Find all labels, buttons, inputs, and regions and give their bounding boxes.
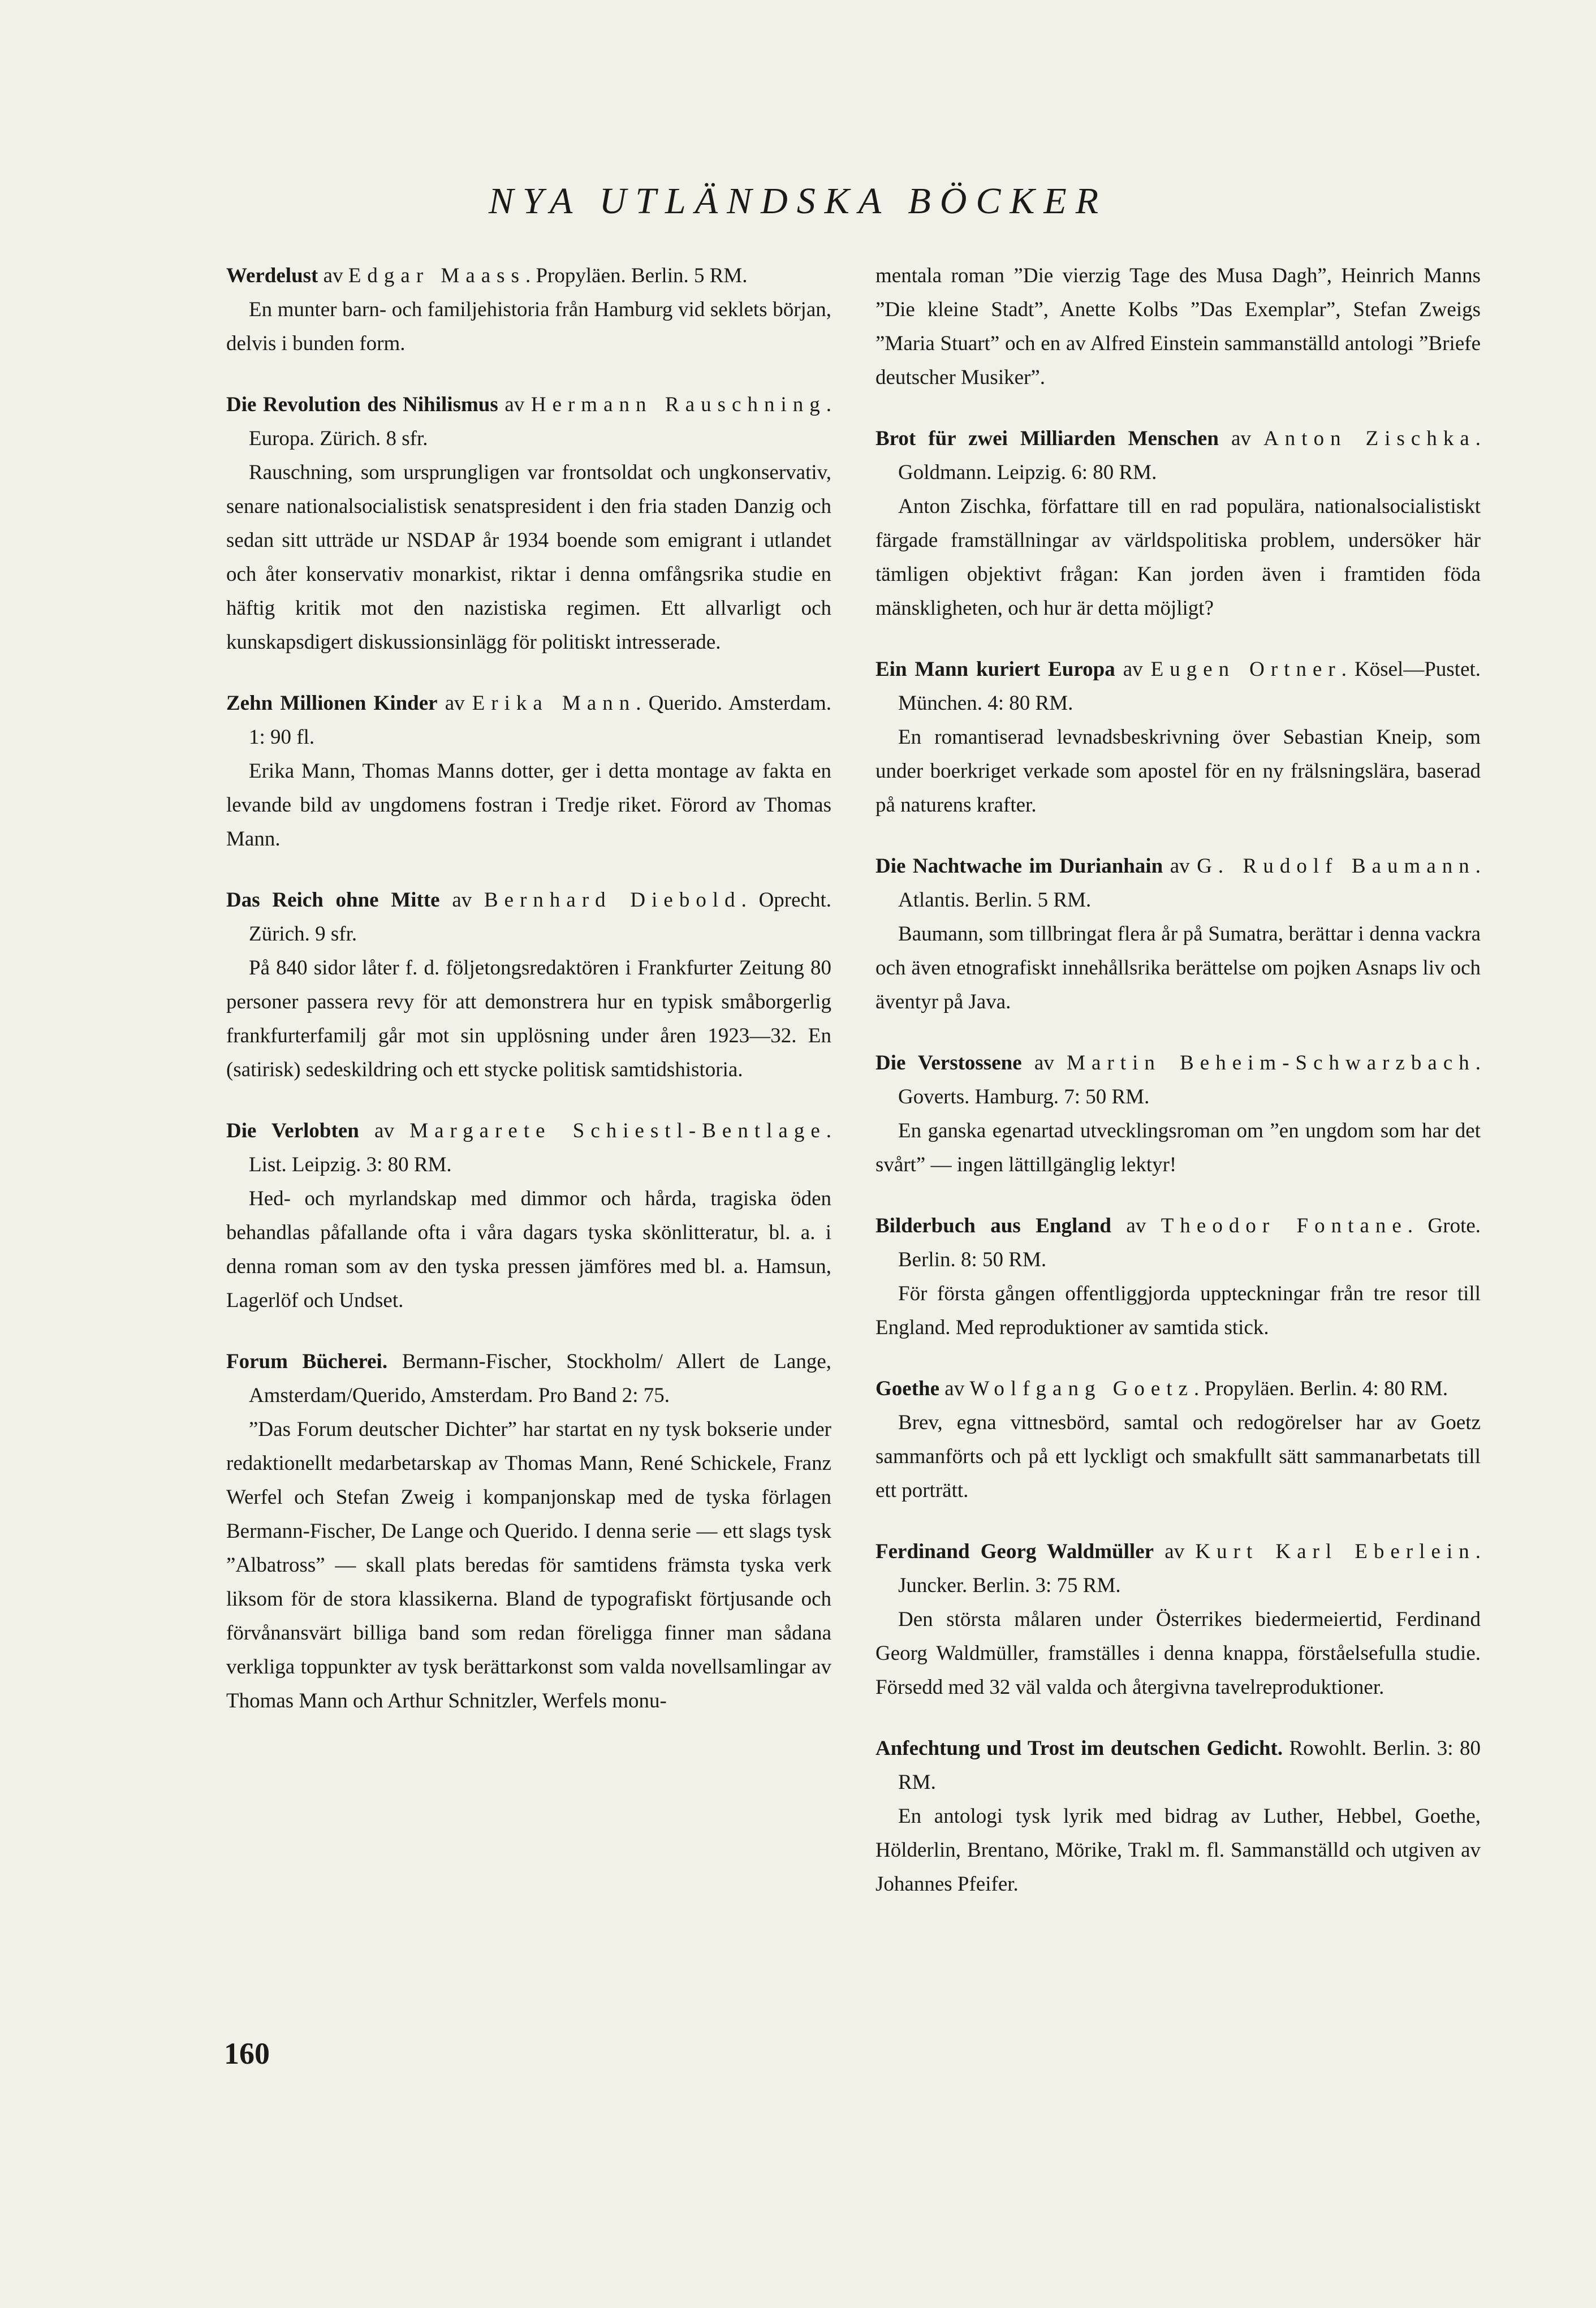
book-author: Edgar Maass [348,264,525,287]
continued-description: mentala roman ”Die vierzig Tage des Musa Dagh”, Heinrich Manns ”Die kleine Stadt”, Anette Kolbs ”Das Exemplar”, Stefan Zweigs ”Maria Stuart” och en av Alfred Einstein sammanställd antologi ”Briefe deutscher Musiker”. [875,264,1481,389]
by-word: av [504,393,525,416]
book-description: Anton Zischka, författare till en rad populära, nationalsocialistiskt färgade framställningar av världspolitiska problem, undersöker här tämligen objektivt frågan: Kan jorden även i framtiden föda mänskligheten, och hur är detta möjligt? [875,495,1481,620]
book-author: Margarete Schiestl-Bentlage [409,1119,826,1142]
book-description: En ganska egenartad utvecklingsroman om ”en ungdom som har det svårt” — ingen lättillgänglig lektyr! [875,1119,1481,1176]
book-author: Eugen Ortner [1150,658,1341,681]
book-title: Ein Mann kuriert Europa [875,658,1115,681]
book-entry [875,1046,1481,1182]
book-author: G. Rudolf Baumann [1197,855,1476,878]
book-author: Kurt Karl Eberlein [1195,1540,1476,1563]
entry-heading [875,1372,1481,1406]
book-description: Baumann, som tillbringat flera år på Sumatra, berättar i denna vackra och även etnografiskt innehållsrika berättelse om pojken Asnaps liv och äventyr på Java. [875,922,1481,1013]
book-title: Bilderbuch aus England [875,1214,1111,1237]
book-title: Forum Bücherei. [226,1350,388,1373]
book-description: Hed- och myrlandskap med dimmor och hårda, tragiska öden behandlas påfallande ofta i våra dagars tyska skönlitteratur, bl. a. i denna roman som av den tyska pressen jämföres med bl. a. Hamsun, Lagerlöf och Undset. [226,1187,831,1312]
book-entry [226,883,831,1087]
book-entry [226,388,831,659]
book-title: Die Verstossene [875,1051,1022,1075]
entry-heading [226,883,831,951]
book-description: En romantiserad levnadsbeskrivning över Sebastian Kneip, som under boerkriget verkade som apostel för en ny frälsningslära, baserad på naturens krafter. [875,726,1481,817]
book-entry [226,1114,831,1318]
book-author: Martin Beheim-Schwarzbach [1067,1051,1476,1075]
book-entry [875,1732,1481,1901]
book-author: Theodor Fontane [1161,1214,1408,1237]
book-title: Die Revolution des Nihilismus [226,393,498,416]
book-description: En munter barn- och familjehistoria från Hamburg vid seklets början, delvis i bunden form. [226,298,831,355]
book-entry [875,1372,1481,1508]
entry-heading [875,422,1481,490]
book-publisher: . Atlantis. Berlin. 5 RM. [898,855,1481,912]
book-author: Anton Zischka [1263,427,1476,450]
book-description: Brev, egna vittnesbörd, samtal och redogörelser har av Goetz sammanförts och på ett lyckligt och smakfullt sätt sammanarbetats till ett porträtt. [875,1411,1481,1502]
book-publisher: . Propyläen. Berlin. 5 RM. [525,264,748,287]
entry-heading [875,1046,1481,1114]
book-description: Rauschning, som ursprungligen var frontsoldat och ungkonservativ, senare nationalsocialistisk senatspresident i den fria staden Danzig och sedan sitt utträde ur NSDAP år 1934 boende som emigrant i utlandet och åter konservativ monarkist, riktar i denna omfångsrika studie en häftig kritik mot den nazistiska regimen. Ett allvarligt och kunskapsdigert diskussionsinlägg för politiskt intresserade. [226,461,831,654]
entry-heading [226,1345,831,1413]
by-word: av [323,264,343,287]
entry-heading [875,1732,1481,1800]
book-entry [226,1345,831,1718]
right-column [875,259,1481,1929]
entry-heading [226,259,831,293]
book-entry [875,849,1481,1019]
book-title: Brot für zwei Milliarden Menschen [875,427,1219,450]
by-word: av [374,1119,394,1142]
book-description: För första gången offentliggjorda uppteckningar från tre resor till England. Med reproduktioner av samtida stick. [875,1282,1481,1339]
left-column [226,259,831,1745]
book-description: Erika Mann, Thomas Manns dotter, ger i detta montage av fakta en levande bild av ungdomens fostran i Tredje riket. Förord av Thomas Mann. [226,760,831,851]
book-publisher: . Grote. Berlin. 8: 50 RM. [898,1214,1481,1271]
book-description: En antologi tysk lyrik med bidrag av Luther, Hebbel, Goethe, Hölderlin, Brentano, Mörike, Trakl m. fl. Sammanställd och utgiven av Johannes Pfeifer. [875,1805,1481,1896]
book-publisher: . Querido. Amsterdam. 1: 90 fl. [249,692,832,749]
book-author: Bernhard Diebold [484,888,741,912]
by-word: av [445,692,465,715]
book-title: Werdelust [226,264,318,287]
entry-heading [875,653,1481,721]
book-title: Ferdinand Georg Waldmüller [875,1540,1154,1563]
by-word: av [1126,1214,1146,1237]
book-publisher: Rowohlt. Berlin. 3: 80 RM. [898,1737,1481,1794]
book-publisher: . Propyläen. Berlin. 4: 80 RM. [1194,1377,1448,1400]
entry-heading [875,1535,1481,1603]
entry-heading [226,388,831,456]
book-author: Wolfgang Goetz [969,1377,1194,1400]
book-publisher: . Kösel—Pustet. München. 4: 80 RM. [898,658,1481,715]
book-entry [875,1535,1481,1705]
book-entry [226,687,831,856]
book-publisher: . Oprecht. Zürich. 9 sfr. [249,888,832,946]
book-title: Anfechtung und Trost im deutschen Gedicht. [875,1737,1283,1760]
book-title: Die Verlobten [226,1119,359,1142]
book-entry [875,422,1481,625]
by-word: av [1231,427,1251,450]
page-title: NYA UTLÄNDSKA BÖCKER [488,180,1108,222]
book-description: Den största målaren under Österrikes biedermeiertid, Ferdinand Georg Waldmüller, framställes i denna knappa, förståelsefulla studie. Försedd med 32 väl valda och återgivna tavelreproduktioner. [875,1608,1481,1699]
page-number: 160 [224,2037,270,2070]
book-entry [226,259,831,361]
by-word: av [1123,658,1143,681]
book-description: ”Das Forum deutscher Dichter” har startat en ny tysk bokserie under redaktionellt medarbetarskap av Thomas Mann, René Schickele, Franz Werfel och Stefan Zweig i kompanjonskap med de tyska förlagen Bermann-Fischer, De Lange och Querido. I denna serie — ett slags tysk ”Albatross” — skall plats beredas för samtidens främsta tyska verk liksom för de stora klassikerna. Bland de typografiskt förtjusande och förvånansvärt billiga band som redan föreligga finner man sådana verkliga toppunkter av tysk berättarkonst som valda novellsamlingar av Thomas Mann och Arthur Schnitzler, Werfels monu- [226,1418,831,1712]
entry-heading [226,687,831,754]
entry-heading [226,1114,831,1182]
entry-heading [875,849,1481,917]
book-publisher: . Europa. Zürich. 8 sfr. [249,393,832,450]
book-entry [875,1209,1481,1345]
by-word: av [1164,1540,1185,1563]
entry-heading [875,1209,1481,1277]
by-word: av [452,888,472,912]
book-description: På 840 sidor låter f. d. följetongsredaktören i Frankfurter Zeitung 80 personer passera revy för att demonstrera hur en typisk småborgerlig frankfurterfamilj går mot sin upplösning under åren 1923—32. En (satirisk) sedeskildring och ett stycke politisk samtidshistoria. [226,956,831,1081]
book-author: Hermann Rauschning [530,393,826,416]
book-title: Zehn Millionen Kinder [226,692,438,715]
book-publisher: . Goverts. Hamburg. 7: 50 RM. [898,1051,1481,1108]
book-title: Goethe [875,1377,940,1400]
book-entry [875,653,1481,822]
by-word: av [944,1377,965,1400]
book-publisher: . Goldmann. Leipzig. 6: 80 RM. [898,427,1481,484]
by-word: av [1034,1051,1054,1075]
book-title: Das Reich ohne Mitte [226,888,440,912]
book-publisher: . Juncker. Berlin. 3: 75 RM. [898,1540,1481,1597]
book-title: Die Nachtwache im Durianhain [875,855,1163,878]
book-publisher: Bermann-Fischer, Stockholm/ Allert de Lange, Amsterdam/Querido, Amsterdam. Pro Band 2: 75. [249,1350,832,1407]
book-publisher: . List. Leipzig. 3: 80 RM. [249,1119,831,1176]
book-author: Erika Mann [472,692,636,715]
by-word: av [1170,855,1190,878]
